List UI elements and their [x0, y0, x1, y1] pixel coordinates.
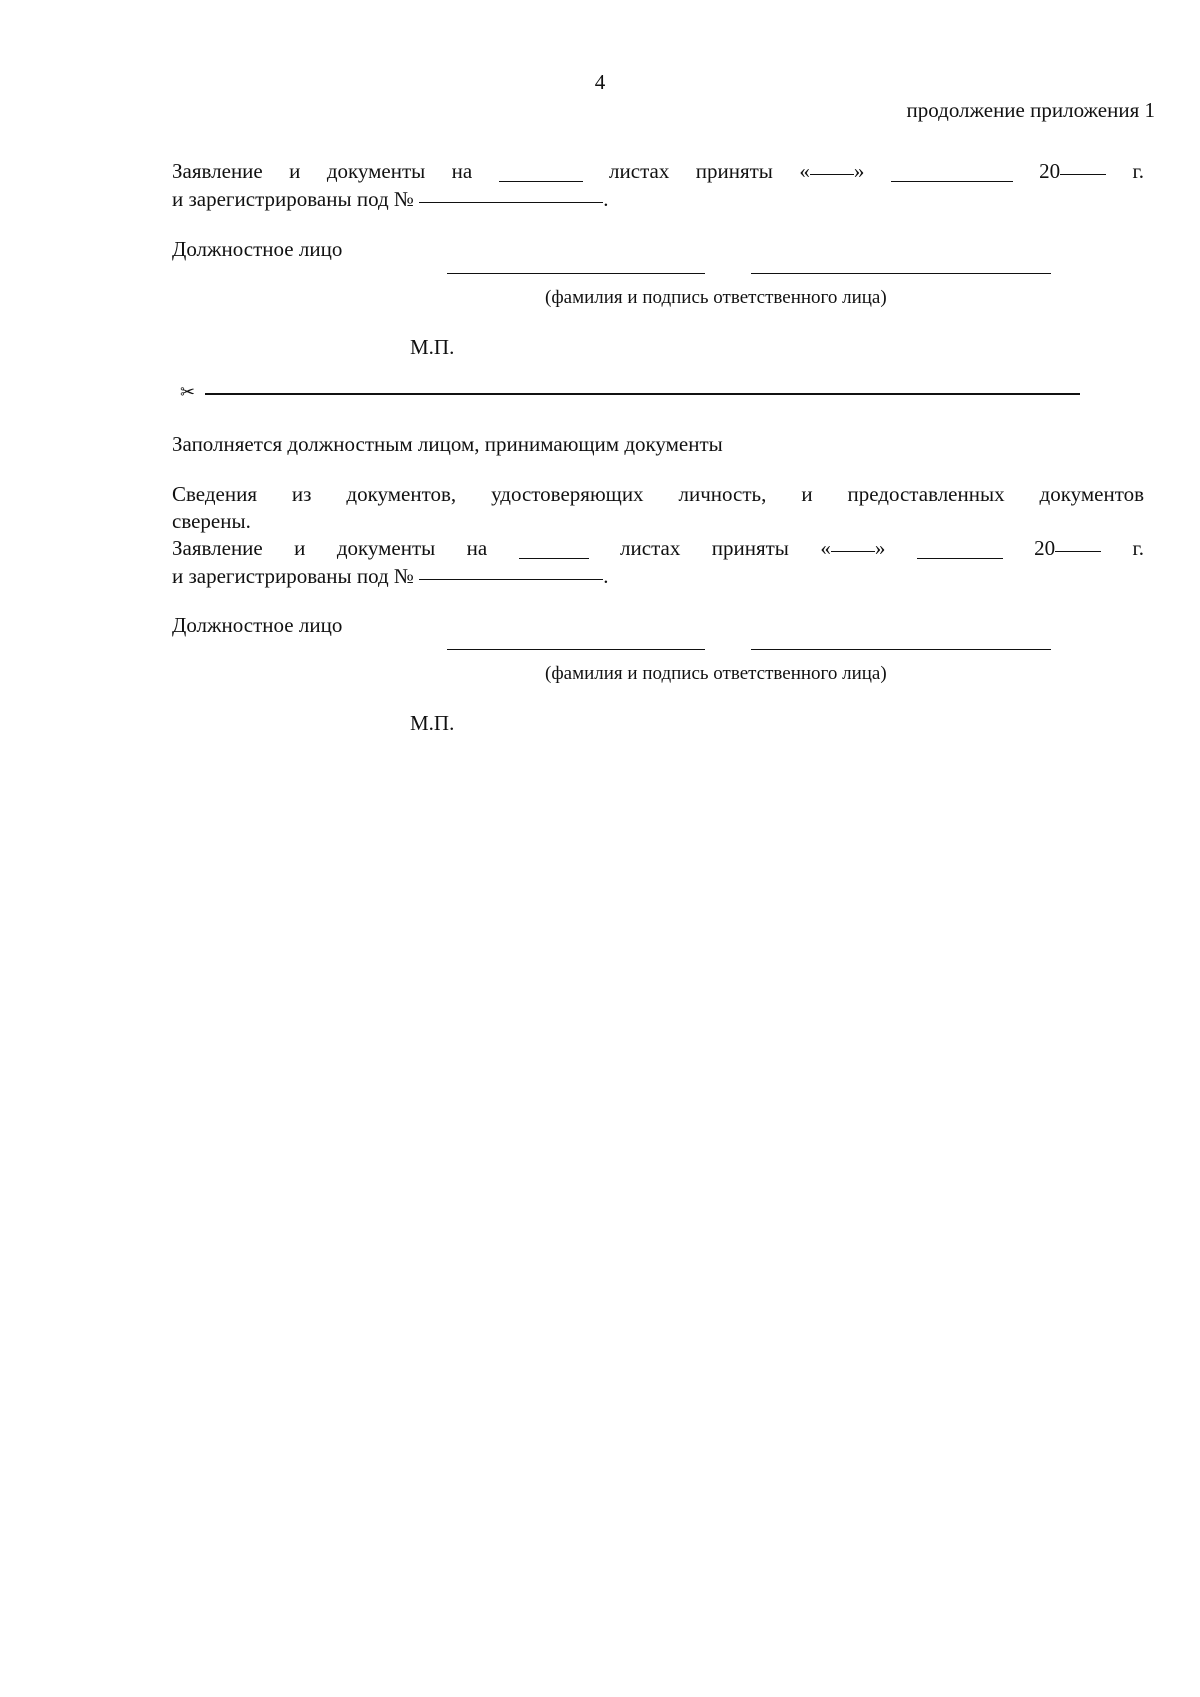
word: документы: [326, 159, 426, 183]
word: предоставленных: [847, 482, 1005, 506]
sheets-count-field[interactable]: [519, 538, 589, 559]
period: .: [603, 187, 609, 211]
day-field-group: « »: [799, 157, 864, 185]
word: удостоверяющих: [491, 482, 644, 506]
year-field[interactable]: [1060, 154, 1106, 175]
registration-number-field[interactable]: [419, 182, 603, 203]
acceptance-statement-2: [172, 481, 1144, 589]
registration-number-field[interactable]: [419, 559, 603, 580]
day-field-group: « »: [820, 534, 885, 562]
word: на: [451, 159, 473, 183]
surname-field-2[interactable]: [447, 649, 705, 650]
year-field-group: 20: [1034, 534, 1101, 562]
scissors-icon: ✂: [180, 382, 196, 403]
word: личность,: [678, 482, 767, 506]
word: и: [294, 536, 306, 560]
word: приняты: [695, 159, 773, 183]
period: .: [603, 564, 609, 588]
day-field[interactable]: [810, 154, 854, 175]
word: на: [466, 536, 488, 560]
word: Заявление: [172, 536, 263, 560]
signature-field-2[interactable]: [751, 649, 1051, 650]
registration-line-1: [172, 185, 1144, 212]
acceptance-line-2: [172, 535, 1144, 562]
page-number: 4: [594, 70, 606, 94]
registration-label: и зарегистрированы под №: [172, 187, 414, 211]
stamp-label-1: М.П.: [410, 335, 455, 359]
year-field[interactable]: [1055, 531, 1101, 552]
signature-caption-2: (фамилия и подпись ответственного лица): [545, 663, 887, 684]
signature-field-1[interactable]: [751, 273, 1051, 274]
surname-field-1[interactable]: [447, 273, 705, 274]
registration-line-2: [172, 562, 1144, 589]
word: документов,: [346, 482, 457, 506]
official-label-1: Должностное лицо: [172, 237, 343, 261]
signature-caption-1: (фамилия и подпись ответственного лица): [545, 287, 887, 308]
verification-line: [172, 481, 1144, 508]
cut-line: [205, 393, 1080, 395]
word: Заявление: [172, 159, 263, 183]
year-field-group: 20: [1039, 157, 1106, 185]
day-field[interactable]: [831, 531, 875, 552]
word: и: [289, 159, 301, 183]
filled-by-note: Заполняется должностным лицом, принимающим документы: [172, 432, 723, 456]
sheets-count-field[interactable]: [499, 161, 583, 182]
word: документов: [1039, 482, 1145, 506]
acceptance-statement-1: [172, 158, 1144, 212]
official-label-2: Должностное лицо: [172, 613, 343, 637]
word: г.: [1132, 159, 1145, 183]
word: листах: [620, 536, 681, 560]
word: листах: [609, 159, 670, 183]
word: г.: [1132, 536, 1145, 560]
registration-label: и зарегистрированы под №: [172, 564, 414, 588]
month-field[interactable]: [917, 538, 1003, 559]
word: из: [291, 482, 312, 506]
word: и: [801, 482, 813, 506]
stamp-label-2: М.П.: [410, 711, 455, 735]
word: Сведения: [172, 482, 257, 506]
acceptance-line-1: [172, 158, 1144, 185]
word: документы: [336, 536, 436, 560]
word: приняты: [711, 536, 789, 560]
appendix-note: продолжение приложения 1: [906, 98, 1155, 122]
verification-end: сверены.: [172, 509, 251, 533]
month-field[interactable]: [891, 161, 1013, 182]
